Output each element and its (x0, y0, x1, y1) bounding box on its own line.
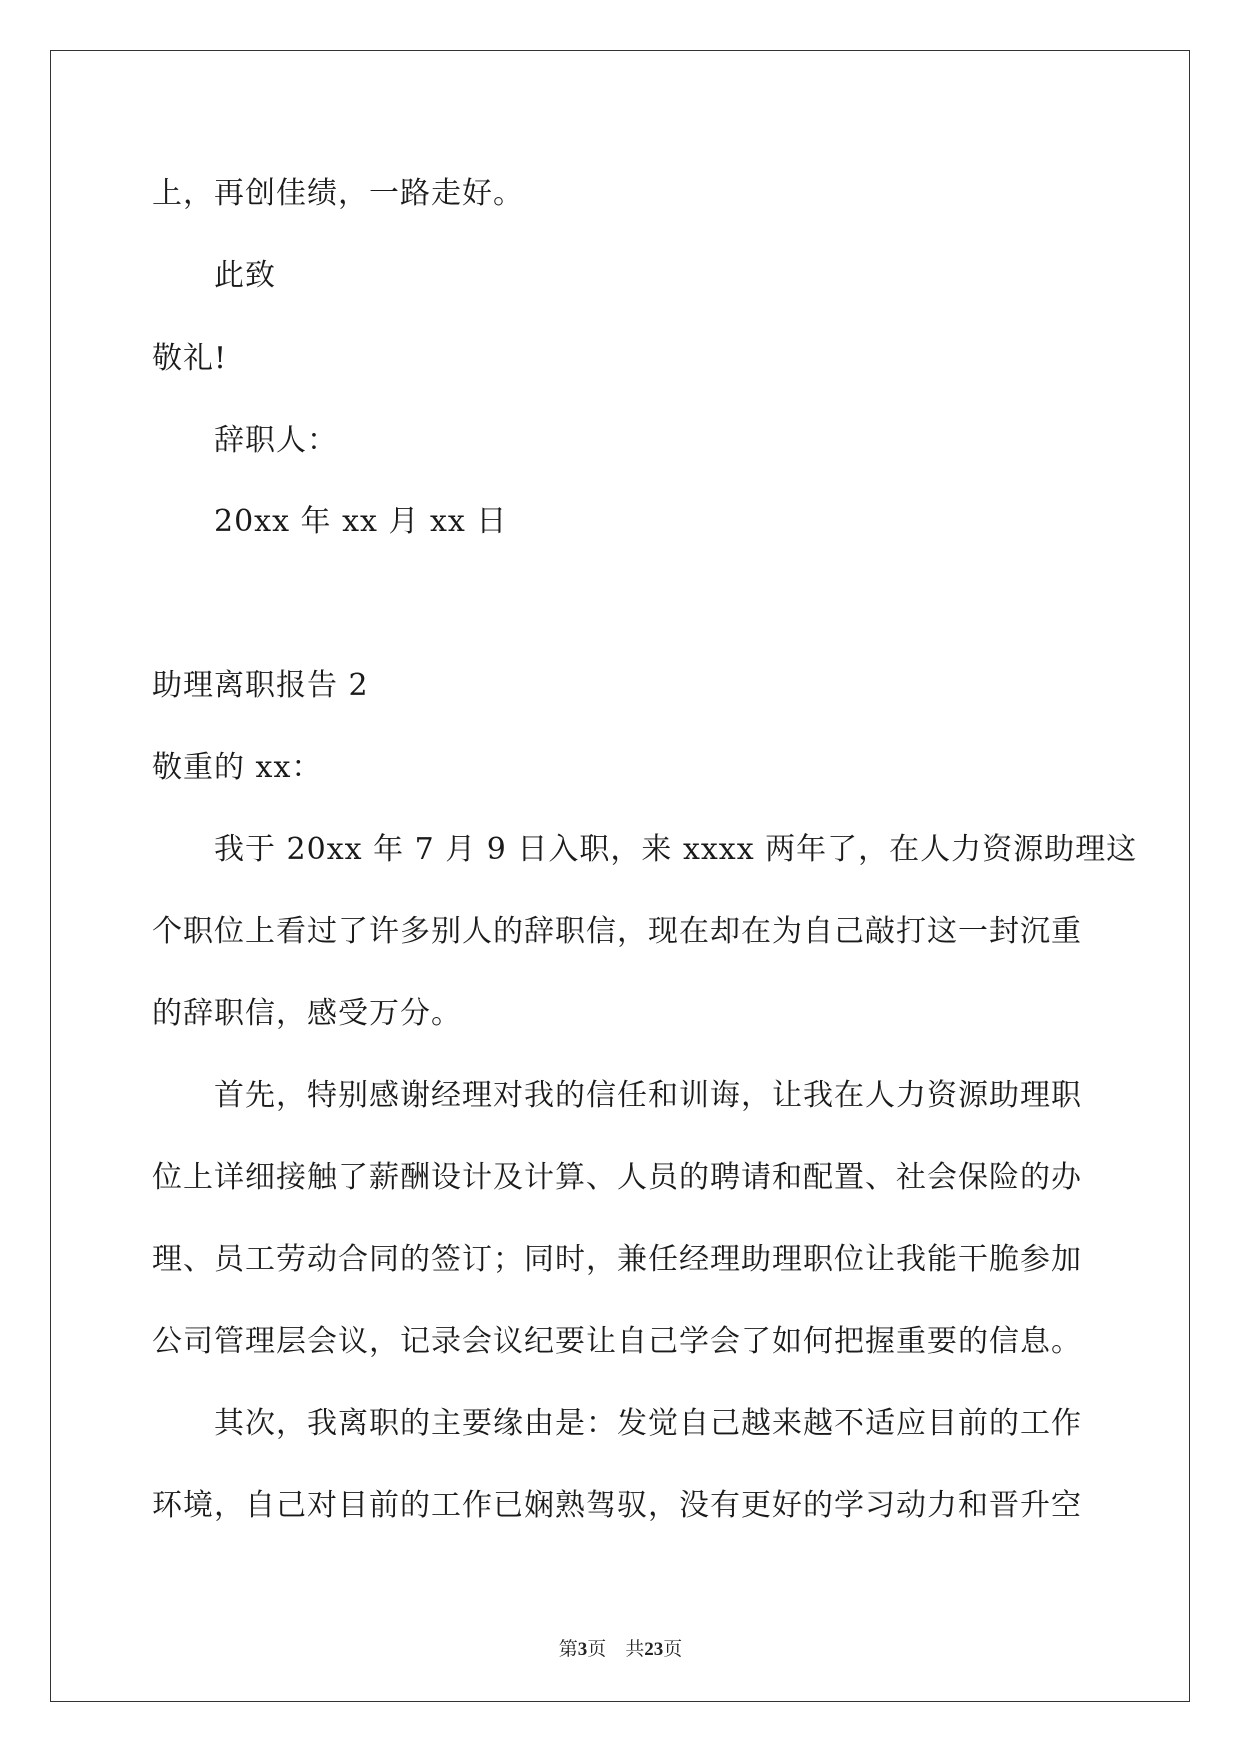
paragraph-line: 公司管理层会议，记录会议纪要让自己学会了如何把握重要的信息。 (152, 1324, 1082, 1359)
greeting: 敬重的 xx： (152, 750, 323, 785)
page-suffix: 页 (663, 1638, 683, 1660)
paragraph-line: 环境，自己对目前的工作已娴熟驾驭，没有更好的学习动力和晋升空 (152, 1488, 1082, 1523)
page-total: 23 (644, 1639, 664, 1660)
page-footer (0, 1637, 1241, 1662)
paragraph-line: 个职位上看过了许多别人的辞职信，现在却在为自己敲打这一封沉重 (152, 914, 1082, 949)
paragraph-line: 首先，特别感谢经理对我的信任和训诲，让我在人力资源助理职 (214, 1078, 1082, 1113)
paragraph-line: 其次，我离职的主要缘由是：发觉自己越来越不适应目前的工作 (214, 1406, 1082, 1441)
paragraph-line: 我于 20xx 年 7 月 9 日入职，来 xxxx 两年了，在人力资源助理这 (214, 832, 1138, 867)
closing-line: 上，再创佳绩，一路走好。 (152, 176, 524, 211)
page-prefix: 第 (558, 1638, 578, 1660)
salutation: 此致 (214, 258, 276, 293)
page-mid: 页 共 (587, 1638, 645, 1660)
date-line: 20xx 年 xx 月 xx 日 (214, 504, 508, 539)
paragraph-line: 理、员工劳动合同的签订；同时，兼任经理助理职位让我能干脆参加 (152, 1242, 1082, 1277)
paragraph-line: 位上详细接触了薪酬设计及计算、人员的聘请和配置、社会保险的办 (152, 1160, 1082, 1195)
section-title: 助理离职报告 2 (152, 668, 369, 703)
regards: 敬礼! (152, 341, 228, 376)
page-border (50, 50, 1190, 1702)
page-current: 3 (577, 1639, 588, 1660)
signer-label: 辞职人： (214, 423, 338, 458)
paragraph-line: 的辞职信，感受万分。 (152, 996, 462, 1031)
